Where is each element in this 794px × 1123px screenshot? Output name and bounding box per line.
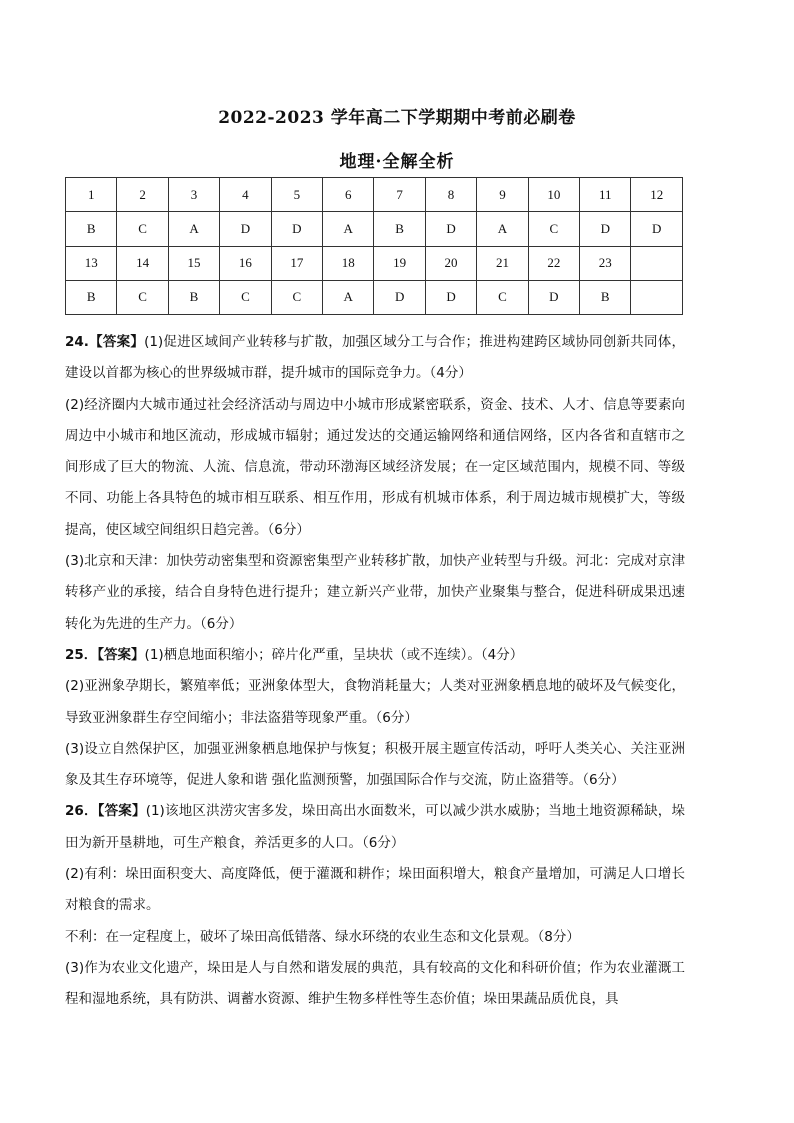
answer-table-cell: 1 [66,178,117,212]
answer-table-cell: 8 [425,178,476,212]
answer-table-cell: 14 [117,246,168,280]
answer-table-cell: D [528,280,579,314]
q24-part1-text: (1)促进区域间产业转移与扩散，加强区域分工与合作；推进构建跨区域协同创新共同体，建设以首都为核心的世界级城市群，提升城市的国际竞争力。（4分） [65,334,685,382]
q25-part2: (2)亚洲象孕期长，繁殖率低；亚洲象体型大，食物消耗量大；人类对亚洲象栖息地的破坏及气候变化，导致亚洲象群生存空间缩小；非法盗猎等现象严重。（6分） [65,678,685,726]
q25-part1-text: (1)栖息地面积缩小；碎片化严重，呈块状（或不连续）。（4分） [144,646,524,663]
answer-table-cell: A [477,212,528,246]
answer-table-cell: B [580,280,631,314]
answer-table-cell: D [425,212,476,246]
answer-table-cell: 21 [477,246,528,280]
answer-table-cell: D [271,212,322,246]
answer-table-cell: 4 [220,178,271,212]
q24-label: 24.【答案】 [65,334,145,350]
answer-table-cell: 17 [271,246,322,280]
answer-table-row [66,178,683,212]
answer-body [65,327,685,1016]
q26-part2: (2)有利：垛田面积变大、高度降低，便于灌溉和耕作；垛田面积增大，粮食产量增加，可满足人口增长对粮食的需求。 [65,866,685,914]
answer-table-cell: 18 [323,246,374,280]
answer-table-cell: B [66,280,117,314]
answer-table-cell: D [425,280,476,314]
answer-table-cell: C [271,280,322,314]
answer-table-cell: C [117,212,168,246]
q25-label: 25．【答案】 [65,646,145,663]
answer-table-row [66,212,683,246]
q26-part2-unfavorable: 不利：在一定程度上，破坏了垛田高低错落、绿水环绕的农业生态和文化景观。（8分） [65,928,580,945]
answer-table-cell [631,246,683,280]
answer-table-cell: 16 [220,246,271,280]
answer-table-cell: 7 [374,178,425,212]
answer-table-cell: C [117,280,168,314]
q25-part3: (3)设立自然保护区，加强亚洲象栖息地保护与恢复；积极开展主题宣传活动，呼吁人类关心、关注亚洲象及其生存环境等，促进人象和谐 强化监测预警，加强国际合作与交流，防止盗猎等。（6分） [65,740,685,789]
q26-part1 [65,796,685,859]
answer-table-cell: 19 [374,246,425,280]
answer-table-cell: 5 [271,178,322,212]
q24-part2: (2)经济圈内大城市通过社会经济活动与周边中小城市形成紧密联系，资金、技术、人才、信息等要素向周边中小城市和地区流动，形成城市辐射；通过发达的交通运输网络和通信网络，区内各省和直辖市之间形成了巨大的物流、人流、信息流，带动环渤海区域经济发展；在一定区域范围内，规模不同、等级不同、功能上各具特色的城市相互联系、相互作用，形成有机城市体系，利于周边城市规模扩大，等级提高，使区域空间组织日趋完善。（6分） [65,396,685,538]
answer-table-cell: 22 [528,246,579,280]
answer-table-cell: B [66,212,117,246]
answer-table-cell: A [323,212,374,246]
answer-table-cell: A [323,280,374,314]
document-title: 2022-2023 学年高二下学期期中考前必刷卷 [218,108,576,128]
q26-part1-text: (1)该地区洪涝灾害多发，垛田高出水面数米，可以减少洪水威胁；当地土地资源稀缺，垛田为新开垦耕地，可生产粮食，养活更多的人口。（6分） [65,803,686,851]
answer-table-cell: 2 [117,178,168,212]
answer-table-cell: 20 [425,246,476,280]
q25-part1 [65,640,685,671]
answer-key-table [65,177,683,315]
answer-table-row [66,280,683,314]
answer-table-cell: 10 [528,178,579,212]
q24-part3: (3)北京和天津：加快劳动密集型和资源密集型产业转移扩散，加快产业转型与升级。河北：完成对京津转移产业的承接，结合自身特色进行提升；建立新兴产业带，加快产业聚集与整合，促进科研成果迅速转化为先进的生产力。（6分） [65,553,685,632]
answer-table-cell: D [374,280,425,314]
answer-table-cell: 3 [168,178,219,212]
answer-table-cell: D [631,212,683,246]
answer-table-cell: 6 [323,178,374,212]
answer-table-cell: C [528,212,579,246]
answer-table-cell: 15 [168,246,219,280]
answer-table-cell: C [477,280,528,314]
answer-table-cell: 12 [631,178,683,212]
answer-table-cell: 13 [66,246,117,280]
answer-table-cell: A [168,212,219,246]
document-subtitle: 地理·全解全析 [339,152,455,172]
answer-table-cell: 11 [580,178,631,212]
answer-table-cell: C [220,280,271,314]
q26-part3: (3)作为农业文化遗产，垛田是人与自然和谐发展的典范，具有较高的文化和科研价值；作为农业灌溉工程和湿地系统，具有防洪、调蓄水资源、维护生物多样性等生态价值；垛田果蔬品质优良，具 [65,959,685,1008]
answer-table-cell [631,280,683,314]
q24-part1 [65,327,685,390]
answer-table-cell: D [580,212,631,246]
answer-table-cell: B [168,280,219,314]
answer-table-cell: 9 [477,178,528,212]
answer-table-cell: B [374,212,425,246]
answer-table-row [66,246,683,280]
answer-table-cell: D [220,212,271,246]
answer-table-cell: 23 [580,246,631,280]
q26-label: 26．【答案】 [65,803,146,820]
